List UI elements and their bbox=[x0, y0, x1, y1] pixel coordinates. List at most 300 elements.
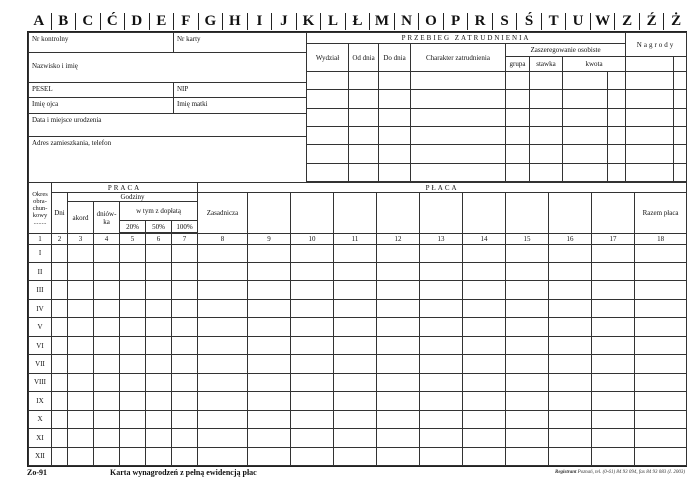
payroll-cell[interactable] bbox=[592, 281, 635, 299]
payroll-cell[interactable] bbox=[120, 392, 146, 410]
employment-cell[interactable] bbox=[530, 90, 563, 108]
payroll-cell[interactable] bbox=[198, 244, 248, 262]
employment-cell[interactable] bbox=[674, 145, 687, 163]
payroll-cell[interactable] bbox=[463, 373, 506, 391]
payroll-cell[interactable] bbox=[120, 355, 146, 373]
employment-cell[interactable] bbox=[379, 90, 411, 108]
employment-cell[interactable] bbox=[307, 108, 349, 126]
payroll-cell[interactable] bbox=[377, 244, 420, 262]
payroll-cell[interactable] bbox=[248, 410, 291, 428]
payroll-cell[interactable] bbox=[120, 410, 146, 428]
payroll-cell[interactable] bbox=[592, 373, 635, 391]
nr-kontrolny-label: Nr kontrolny bbox=[32, 35, 69, 43]
payroll-cell[interactable] bbox=[248, 244, 291, 262]
payroll-cell[interactable] bbox=[377, 299, 420, 317]
payroll-cell[interactable] bbox=[291, 373, 334, 391]
employment-cell[interactable] bbox=[379, 163, 411, 181]
payroll-cell[interactable] bbox=[377, 447, 420, 466]
payroll-cell[interactable] bbox=[172, 410, 198, 428]
column-number: 6 bbox=[146, 234, 172, 244]
employment-cell[interactable] bbox=[674, 163, 687, 181]
nr-karty-field[interactable] bbox=[174, 33, 307, 53]
payroll-cell[interactable] bbox=[172, 244, 198, 262]
payroll-cell[interactable] bbox=[52, 429, 68, 447]
employment-cell[interactable] bbox=[563, 71, 608, 89]
month-label: IV bbox=[29, 299, 52, 317]
payroll-cell[interactable] bbox=[592, 410, 635, 428]
payroll-cell[interactable] bbox=[120, 244, 146, 262]
payroll-cell[interactable] bbox=[420, 299, 463, 317]
payroll-cell[interactable] bbox=[68, 373, 94, 391]
payroll-cell[interactable] bbox=[377, 392, 420, 410]
employment-cell[interactable] bbox=[530, 145, 563, 163]
employment-cell[interactable] bbox=[349, 71, 379, 89]
month-label: III bbox=[29, 281, 52, 299]
payroll-cell[interactable] bbox=[291, 299, 334, 317]
payroll-cell[interactable] bbox=[94, 281, 120, 299]
payroll-cell[interactable] bbox=[420, 447, 463, 466]
employment-cell[interactable] bbox=[530, 71, 563, 89]
payroll-cell[interactable] bbox=[549, 447, 592, 466]
payroll-cell[interactable] bbox=[549, 281, 592, 299]
payroll-cell[interactable] bbox=[549, 262, 592, 280]
employment-cell[interactable] bbox=[674, 126, 687, 144]
nagrody-col-a bbox=[626, 57, 674, 72]
payroll-cell[interactable] bbox=[94, 336, 120, 354]
employment-cell[interactable] bbox=[563, 90, 608, 108]
payroll-cell[interactable] bbox=[248, 262, 291, 280]
payroll-cell[interactable] bbox=[248, 447, 291, 466]
payroll-cell[interactable] bbox=[592, 244, 635, 262]
payroll-cell[interactable] bbox=[291, 429, 334, 447]
alphabet-letter: I bbox=[247, 13, 272, 30]
employment-cell[interactable] bbox=[411, 163, 506, 181]
payroll-cell[interactable] bbox=[146, 299, 172, 317]
payroll-cell[interactable] bbox=[506, 244, 549, 262]
payroll-cell[interactable] bbox=[506, 447, 549, 466]
payroll-cell[interactable] bbox=[549, 429, 592, 447]
employment-cell[interactable] bbox=[379, 145, 411, 163]
payroll-cell[interactable] bbox=[291, 318, 334, 336]
payroll-cell[interactable] bbox=[635, 281, 687, 299]
column-number: 7 bbox=[172, 234, 198, 244]
payroll-cell[interactable] bbox=[463, 392, 506, 410]
payroll-cell[interactable] bbox=[94, 299, 120, 317]
month-row bbox=[29, 373, 687, 391]
employment-cell[interactable] bbox=[307, 90, 349, 108]
payroll-cell[interactable] bbox=[506, 336, 549, 354]
payroll-cell[interactable] bbox=[198, 373, 248, 391]
payroll-cell[interactable] bbox=[120, 281, 146, 299]
payroll-cell[interactable] bbox=[635, 262, 687, 280]
payroll-cell[interactable] bbox=[635, 392, 687, 410]
payroll-cell[interactable] bbox=[334, 318, 377, 336]
payroll-cell[interactable] bbox=[463, 262, 506, 280]
payroll-cell[interactable] bbox=[420, 336, 463, 354]
imie-matki-field[interactable] bbox=[174, 98, 307, 114]
employment-cell[interactable] bbox=[563, 145, 608, 163]
employment-cell[interactable] bbox=[349, 90, 379, 108]
column-number: 18 bbox=[635, 234, 687, 244]
payroll-cell[interactable] bbox=[592, 299, 635, 317]
payroll-cell[interactable] bbox=[334, 355, 377, 373]
payroll-cell[interactable] bbox=[506, 373, 549, 391]
payroll-cell[interactable] bbox=[198, 318, 248, 336]
payroll-cell[interactable] bbox=[635, 355, 687, 373]
payroll-cell[interactable] bbox=[52, 244, 68, 262]
payroll-cell[interactable] bbox=[198, 262, 248, 280]
payroll-cell[interactable] bbox=[463, 281, 506, 299]
payroll-cell[interactable] bbox=[549, 373, 592, 391]
payroll-cell[interactable] bbox=[549, 355, 592, 373]
payroll-cell[interactable] bbox=[377, 410, 420, 428]
employment-cell[interactable] bbox=[506, 90, 530, 108]
payroll-cell[interactable] bbox=[635, 244, 687, 262]
payroll-cell[interactable] bbox=[635, 336, 687, 354]
payroll-cell[interactable] bbox=[146, 392, 172, 410]
employment-cell[interactable] bbox=[349, 145, 379, 163]
payroll-cell[interactable] bbox=[377, 318, 420, 336]
payroll-cell[interactable] bbox=[420, 373, 463, 391]
payroll-cell[interactable] bbox=[68, 355, 94, 373]
payroll-cell[interactable] bbox=[248, 429, 291, 447]
employment-cell[interactable] bbox=[674, 71, 687, 89]
payroll-cell[interactable] bbox=[172, 336, 198, 354]
payroll-cell[interactable] bbox=[592, 318, 635, 336]
payroll-cell[interactable] bbox=[52, 410, 68, 428]
employment-cell[interactable] bbox=[411, 145, 506, 163]
payroll-cell[interactable] bbox=[146, 373, 172, 391]
alphabet-index-strip bbox=[27, 13, 688, 30]
employment-cell[interactable] bbox=[563, 126, 608, 144]
payroll-cell[interactable] bbox=[377, 336, 420, 354]
nr-kontrolny-field[interactable] bbox=[29, 33, 174, 53]
payroll-cell[interactable] bbox=[68, 281, 94, 299]
employment-cell[interactable] bbox=[506, 126, 530, 144]
payroll-cell[interactable] bbox=[198, 336, 248, 354]
payroll-cell[interactable] bbox=[377, 373, 420, 391]
payroll-cell[interactable] bbox=[52, 299, 68, 317]
payroll-cell[interactable] bbox=[592, 429, 635, 447]
payroll-cell[interactable] bbox=[291, 262, 334, 280]
payroll-cell[interactable] bbox=[506, 318, 549, 336]
payroll-cell[interactable] bbox=[146, 429, 172, 447]
payroll-cell[interactable] bbox=[635, 447, 687, 466]
payroll-cell[interactable] bbox=[463, 355, 506, 373]
payroll-cell[interactable] bbox=[120, 373, 146, 391]
employment-cell[interactable] bbox=[506, 163, 530, 181]
payroll-cell[interactable] bbox=[291, 281, 334, 299]
payroll-cell[interactable] bbox=[549, 392, 592, 410]
payroll-cell[interactable] bbox=[68, 318, 94, 336]
payroll-cell[interactable] bbox=[146, 281, 172, 299]
payroll-cell[interactable] bbox=[94, 429, 120, 447]
employment-cell[interactable] bbox=[626, 108, 674, 126]
employment-cell[interactable] bbox=[411, 126, 506, 144]
payroll-cell[interactable] bbox=[592, 336, 635, 354]
payroll-cell[interactable] bbox=[549, 336, 592, 354]
payroll-cell[interactable] bbox=[635, 318, 687, 336]
payroll-cell[interactable] bbox=[120, 336, 146, 354]
payroll-cell[interactable] bbox=[248, 318, 291, 336]
employment-cell[interactable] bbox=[530, 126, 563, 144]
nazwisko-field[interactable] bbox=[29, 53, 307, 83]
payroll-cell[interactable] bbox=[248, 336, 291, 354]
payroll-cell[interactable] bbox=[94, 373, 120, 391]
monthly-rows bbox=[29, 244, 687, 465]
payroll-cell[interactable] bbox=[248, 355, 291, 373]
payroll-cell[interactable] bbox=[52, 392, 68, 410]
employment-cell[interactable] bbox=[608, 108, 626, 126]
employment-cell[interactable] bbox=[626, 71, 674, 89]
employment-cell[interactable] bbox=[608, 71, 626, 89]
alphabet-letter: Ś bbox=[516, 13, 541, 30]
alphabet-letter: S bbox=[492, 13, 517, 30]
payroll-cell[interactable] bbox=[52, 262, 68, 280]
payroll-cell[interactable] bbox=[377, 262, 420, 280]
payroll-cell[interactable] bbox=[198, 410, 248, 428]
payroll-cell[interactable] bbox=[463, 299, 506, 317]
payroll-cell[interactable] bbox=[94, 392, 120, 410]
payroll-cell[interactable] bbox=[52, 447, 68, 466]
payroll-cell[interactable] bbox=[52, 373, 68, 391]
payroll-cell[interactable] bbox=[120, 447, 146, 466]
payroll-cell[interactable] bbox=[248, 373, 291, 391]
payroll-cell[interactable] bbox=[506, 262, 549, 280]
employment-cell[interactable] bbox=[530, 108, 563, 126]
payroll-cell[interactable] bbox=[635, 429, 687, 447]
payroll-cell[interactable] bbox=[291, 410, 334, 428]
employment-cell[interactable] bbox=[411, 71, 506, 89]
payroll-cell[interactable] bbox=[68, 392, 94, 410]
payroll-cell[interactable] bbox=[94, 447, 120, 466]
employment-cell[interactable] bbox=[608, 163, 626, 181]
kwota-header: kwota bbox=[563, 57, 626, 72]
nip-field[interactable] bbox=[174, 83, 307, 98]
payroll-cell[interactable] bbox=[635, 299, 687, 317]
employment-cell[interactable] bbox=[307, 126, 349, 144]
payroll-cell[interactable] bbox=[463, 447, 506, 466]
employment-cell[interactable] bbox=[379, 71, 411, 89]
payroll-cell[interactable] bbox=[420, 410, 463, 428]
employment-cell[interactable] bbox=[349, 108, 379, 126]
payroll-cell[interactable] bbox=[420, 244, 463, 262]
employment-cell[interactable] bbox=[608, 90, 626, 108]
employment-cell[interactable] bbox=[506, 108, 530, 126]
payroll-cell[interactable] bbox=[198, 281, 248, 299]
payroll-cell[interactable] bbox=[146, 244, 172, 262]
data-miejsce-field[interactable] bbox=[29, 114, 307, 137]
employment-cell[interactable] bbox=[506, 71, 530, 89]
payroll-cell[interactable] bbox=[52, 281, 68, 299]
payroll-cell[interactable] bbox=[146, 336, 172, 354]
payroll-cell[interactable] bbox=[334, 299, 377, 317]
employment-cell[interactable] bbox=[608, 126, 626, 144]
payroll-cell[interactable] bbox=[420, 429, 463, 447]
payroll-cell[interactable] bbox=[334, 429, 377, 447]
payroll-cell[interactable] bbox=[248, 281, 291, 299]
payroll-cell[interactable] bbox=[334, 392, 377, 410]
payroll-cell[interactable] bbox=[291, 336, 334, 354]
payroll-cell[interactable] bbox=[549, 318, 592, 336]
payroll-cell[interactable] bbox=[68, 410, 94, 428]
month-label: XII bbox=[29, 447, 52, 466]
payroll-cell[interactable] bbox=[549, 244, 592, 262]
payroll-cell[interactable] bbox=[198, 392, 248, 410]
employment-cell[interactable] bbox=[506, 145, 530, 163]
payroll-cell[interactable] bbox=[592, 355, 635, 373]
payroll-cell[interactable] bbox=[334, 244, 377, 262]
payroll-cell[interactable] bbox=[291, 244, 334, 262]
payroll-cell[interactable] bbox=[52, 336, 68, 354]
payroll-cell[interactable] bbox=[94, 355, 120, 373]
payroll-cell[interactable] bbox=[146, 355, 172, 373]
payroll-cell[interactable] bbox=[334, 262, 377, 280]
payroll-cell[interactable] bbox=[506, 355, 549, 373]
payroll-cell[interactable] bbox=[94, 244, 120, 262]
month-row bbox=[29, 244, 687, 262]
payroll-cell[interactable] bbox=[334, 336, 377, 354]
payroll-cell[interactable] bbox=[420, 392, 463, 410]
payroll-cell[interactable] bbox=[68, 262, 94, 280]
payroll-cell[interactable] bbox=[549, 299, 592, 317]
payroll-cell[interactable] bbox=[120, 299, 146, 317]
employment-cell[interactable] bbox=[379, 126, 411, 144]
alphabet-letter: D bbox=[124, 13, 149, 30]
payroll-cell[interactable] bbox=[291, 447, 334, 466]
employment-cell[interactable] bbox=[563, 163, 608, 181]
payroll-cell[interactable] bbox=[52, 318, 68, 336]
payroll-cell[interactable] bbox=[506, 281, 549, 299]
employment-cell[interactable] bbox=[411, 90, 506, 108]
payroll-cell[interactable] bbox=[592, 262, 635, 280]
employment-cell[interactable] bbox=[411, 108, 506, 126]
payroll-cell[interactable] bbox=[377, 355, 420, 373]
payroll-cell[interactable] bbox=[68, 447, 94, 466]
dni-header: Dni bbox=[52, 193, 68, 234]
payroll-cell[interactable] bbox=[248, 299, 291, 317]
alphabet-letter: J bbox=[271, 13, 296, 30]
payroll-cell[interactable] bbox=[635, 410, 687, 428]
employment-cell[interactable] bbox=[349, 163, 379, 181]
payroll-cell[interactable] bbox=[146, 318, 172, 336]
payroll-cell[interactable] bbox=[120, 318, 146, 336]
payroll-cell[interactable] bbox=[172, 373, 198, 391]
employment-cell[interactable] bbox=[530, 163, 563, 181]
payroll-cell[interactable] bbox=[172, 429, 198, 447]
payroll-cell[interactable] bbox=[94, 410, 120, 428]
employment-cell[interactable] bbox=[626, 163, 674, 181]
payroll-cell[interactable] bbox=[592, 447, 635, 466]
payroll-cell[interactable] bbox=[334, 281, 377, 299]
payroll-cell[interactable] bbox=[52, 355, 68, 373]
placa-col-10 bbox=[291, 193, 334, 234]
employment-cell[interactable] bbox=[626, 145, 674, 163]
column-number: 15 bbox=[506, 234, 549, 244]
imie-ojca-field[interactable] bbox=[29, 98, 174, 114]
payroll-cell[interactable] bbox=[420, 281, 463, 299]
payroll-cell[interactable] bbox=[172, 299, 198, 317]
payroll-cell[interactable] bbox=[463, 336, 506, 354]
payroll-cell[interactable] bbox=[68, 299, 94, 317]
payroll-cell[interactable] bbox=[463, 410, 506, 428]
payroll-cell[interactable] bbox=[463, 318, 506, 336]
payroll-cell[interactable] bbox=[94, 318, 120, 336]
payroll-cell[interactable] bbox=[172, 262, 198, 280]
employment-cell[interactable] bbox=[563, 108, 608, 126]
payroll-cell[interactable] bbox=[377, 429, 420, 447]
payroll-cell[interactable] bbox=[172, 281, 198, 299]
payroll-cell[interactable] bbox=[506, 299, 549, 317]
payroll-cell[interactable] bbox=[172, 447, 198, 466]
payroll-cell[interactable] bbox=[68, 429, 94, 447]
payroll-cell[interactable] bbox=[549, 410, 592, 428]
payroll-cell[interactable] bbox=[635, 373, 687, 391]
employment-cell[interactable] bbox=[626, 126, 674, 144]
payroll-cell[interactable] bbox=[120, 262, 146, 280]
month-row bbox=[29, 355, 687, 373]
payroll-cell[interactable] bbox=[68, 244, 94, 262]
payroll-cell[interactable] bbox=[506, 429, 549, 447]
employment-cell[interactable] bbox=[307, 71, 349, 89]
payroll-cell[interactable] bbox=[172, 392, 198, 410]
employment-cell[interactable] bbox=[674, 108, 687, 126]
payroll-cell[interactable] bbox=[248, 392, 291, 410]
payroll-cell[interactable] bbox=[120, 429, 146, 447]
payroll-cell[interactable] bbox=[592, 392, 635, 410]
payroll-cell[interactable] bbox=[420, 355, 463, 373]
payroll-cell[interactable] bbox=[198, 355, 248, 373]
employment-cell[interactable] bbox=[379, 108, 411, 126]
payroll-cell[interactable] bbox=[172, 318, 198, 336]
payroll-cell[interactable] bbox=[420, 262, 463, 280]
payroll-cell[interactable] bbox=[146, 410, 172, 428]
payroll-cell[interactable] bbox=[68, 336, 94, 354]
employment-cell[interactable] bbox=[626, 90, 674, 108]
payroll-cell[interactable] bbox=[377, 281, 420, 299]
payroll-cell[interactable] bbox=[146, 447, 172, 466]
payroll-cell[interactable] bbox=[420, 318, 463, 336]
payroll-cell[interactable] bbox=[506, 410, 549, 428]
payroll-cell[interactable] bbox=[291, 392, 334, 410]
month-label: XI bbox=[29, 429, 52, 447]
alphabet-letter: Ż bbox=[663, 13, 688, 30]
payroll-cell[interactable] bbox=[172, 355, 198, 373]
month-row bbox=[29, 281, 687, 299]
payroll-cell[interactable] bbox=[463, 244, 506, 262]
employment-cell[interactable] bbox=[307, 163, 349, 181]
alphabet-letter: P bbox=[443, 13, 468, 30]
payroll-cell[interactable] bbox=[506, 392, 549, 410]
employment-cell[interactable] bbox=[349, 126, 379, 144]
employment-cell[interactable] bbox=[674, 90, 687, 108]
payroll-cell[interactable] bbox=[198, 429, 248, 447]
payroll-cell[interactable] bbox=[334, 447, 377, 466]
payroll-cell[interactable] bbox=[94, 262, 120, 280]
payroll-cell[interactable] bbox=[334, 410, 377, 428]
employment-cell[interactable] bbox=[307, 145, 349, 163]
column-number: 9 bbox=[248, 234, 291, 244]
payroll-cell[interactable] bbox=[334, 373, 377, 391]
pesel-field[interactable] bbox=[29, 83, 174, 98]
payroll-cell[interactable] bbox=[291, 355, 334, 373]
employment-cell[interactable] bbox=[608, 145, 626, 163]
payroll-cell[interactable] bbox=[463, 429, 506, 447]
payroll-cell[interactable] bbox=[198, 299, 248, 317]
payroll-cell[interactable] bbox=[198, 447, 248, 466]
payroll-cell[interactable] bbox=[146, 262, 172, 280]
adres-field[interactable] bbox=[29, 137, 307, 183]
